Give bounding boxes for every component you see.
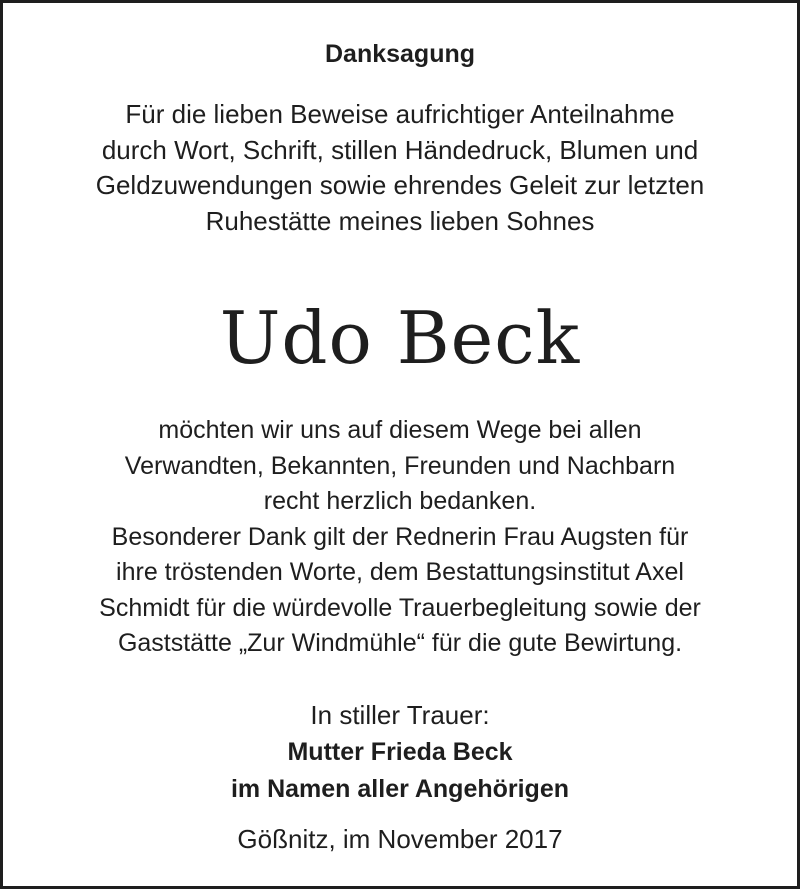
signatory-line: Mutter Frieda Beck: [287, 738, 513, 766]
thanks-line: Besonderer Dank gilt der Rednerin Frau Augsten für: [111, 522, 689, 551]
intro-line: Geldzuwendungen sowie ehrendes Geleit zur letzten: [95, 170, 705, 200]
thanks-paragraph: [3, 413, 797, 662]
signatory-line: im Namen aller Angehörigen: [230, 775, 570, 803]
thanks-line: Verwandten, Bekannten, Freunden und Nachbarn: [124, 451, 676, 480]
thanks-line: Gaststätte „Zur Windmühle“ für die gute Bewirtung.: [117, 629, 683, 657]
mourning-label: In stiller Trauer:: [310, 700, 490, 730]
intro-line: Ruhestätte meines lieben Sohnes: [205, 205, 595, 236]
place-date: Gößnitz, im November 2017: [237, 824, 563, 854]
deceased-name: Udo Beck: [219, 296, 581, 380]
thanks-line: recht herzlich bedanken.: [263, 487, 537, 515]
intro-line: Für die lieben Beweise aufrichtiger Anteilnahme: [125, 99, 675, 129]
thanks-line: Schmidt für die würdevolle Trauerbegleitung sowie der: [99, 593, 701, 622]
thanks-line: möchten wir uns auf diesem Wege bei allen: [158, 416, 642, 444]
intro-line: durch Wort, Schrift, stillen Händedruck, Blumen und: [101, 134, 699, 165]
closing-block: [3, 697, 797, 808]
thanks-line: ihre tröstenden Worte, dem Bestattungsinstitut Axel: [116, 558, 684, 586]
notice-heading: Danksagung: [324, 40, 476, 68]
intro-paragraph: [3, 97, 797, 239]
